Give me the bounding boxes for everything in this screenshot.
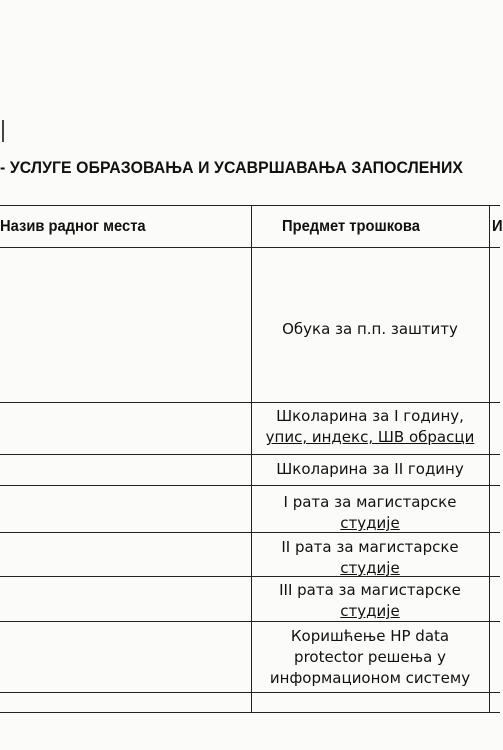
cell-line: Школарина за I годину,: [276, 407, 464, 425]
table-rule: [0, 485, 500, 486]
cell-line: упис, индекс, ШВ обрасци: [265, 428, 475, 446]
table-row: [252, 406, 488, 448]
table-row: [252, 580, 488, 622]
cell-line: Школарина за II годину: [276, 460, 464, 478]
table-rule: [0, 692, 500, 693]
table-row: [252, 319, 488, 340]
section-heading: - УСЛУГЕ ОБРАЗОВАЊА И УСАВРШАВАЊА ЗАПОСЛЕНИХ: [0, 158, 464, 177]
cell-line: I рата за магистарске: [283, 493, 457, 511]
cell-line: III рата за магистарске: [279, 581, 461, 599]
cell-line: Коришћење HP data: [290, 627, 450, 645]
table-rule: [0, 712, 500, 713]
column-header-subject: Предмет трошкова: [282, 218, 420, 235]
table-row: [252, 537, 488, 579]
column-rule: [489, 205, 490, 712]
cell-line: II рата за магистарске: [281, 538, 459, 556]
table-row: [252, 459, 488, 480]
cell-line: студије: [340, 559, 400, 577]
cell-line: protector решења у: [294, 648, 446, 666]
table-rule: [0, 205, 500, 206]
cell-line: студије: [340, 602, 400, 620]
table-row: [252, 492, 488, 534]
column-header-next: И: [492, 218, 503, 235]
cell-line: информационом систему: [269, 669, 471, 687]
table-row: [252, 626, 488, 689]
table-rule: [0, 454, 500, 455]
cell-line: Обука за п.п. заштиту: [282, 320, 458, 338]
column-header-position: Назив радног места: [0, 218, 146, 235]
table-rule: [0, 247, 500, 248]
table-rule: [0, 402, 500, 403]
cell-line: студије: [340, 514, 400, 532]
